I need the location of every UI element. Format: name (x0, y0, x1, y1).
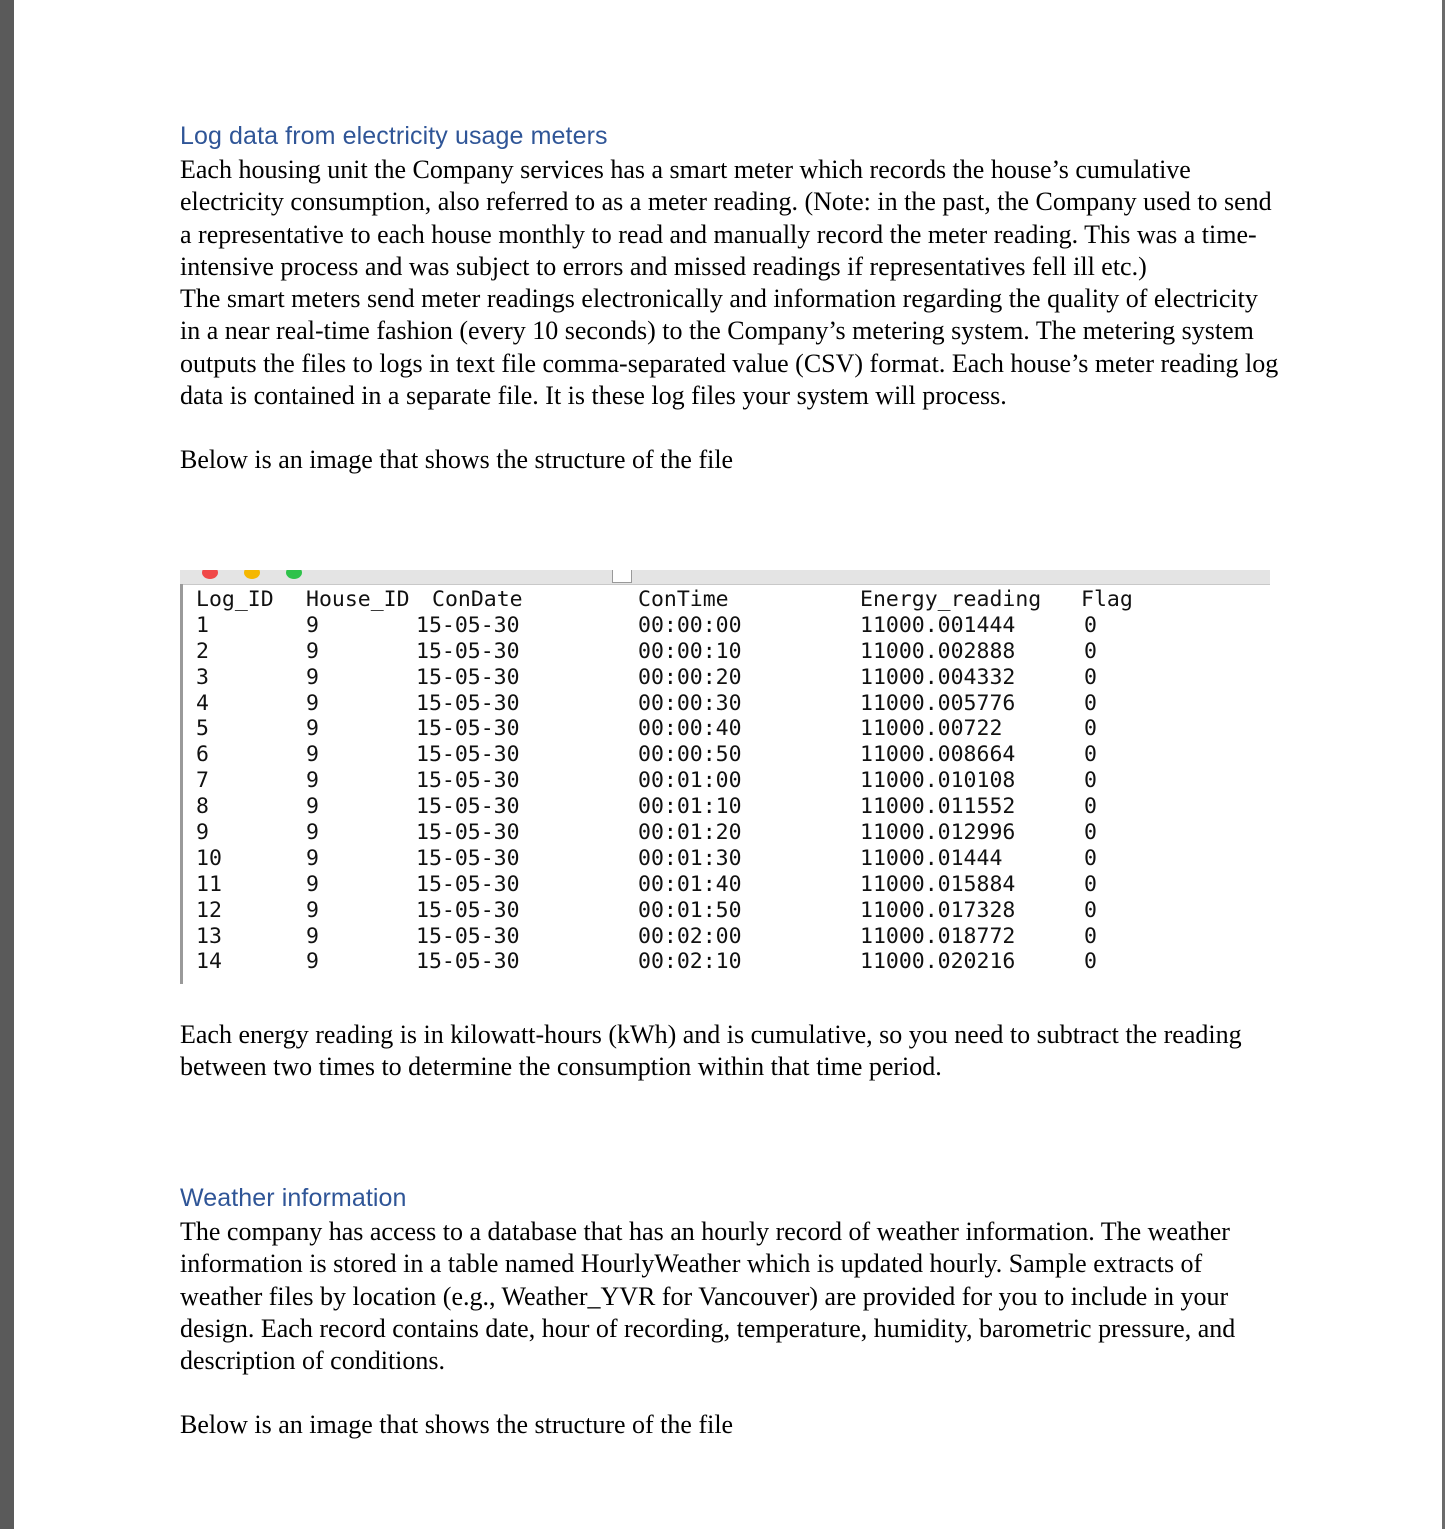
cell-con-time: 00:00:20 (638, 664, 742, 690)
cell-log-id: 13 (196, 923, 222, 949)
paragraph-energy-reading-note: Each energy reading is in kilowatt-hours (kWh) and is cumulative, so you need to subtract the reading between two times to determine the consumption within that time period. (180, 1020, 1242, 1082)
document-content-3 (180, 1180, 1280, 1442)
cell-energy-reading: 11000.01444 (860, 845, 1003, 871)
window-edge (180, 584, 183, 984)
column-header-flag: Flag (1081, 587, 1133, 612)
cell-con-date: 15-05-30 (416, 794, 520, 820)
cell-flag: 0 (1084, 638, 1097, 664)
cell-energy-reading: 11000.011552 (860, 794, 1016, 820)
cell-con-time: 00:01:50 (638, 897, 742, 923)
left-gutter (0, 0, 14, 1529)
cell-con-date: 15-05-30 (416, 690, 520, 716)
cell-con-time: 00:01:30 (638, 845, 742, 871)
cell-con-time: 00:02:00 (638, 923, 742, 949)
cell-energy-reading: 11000.005776 (860, 690, 1016, 716)
cell-log-id: 2 (196, 638, 209, 664)
cell-energy-reading: 11000.020216 (860, 949, 1016, 975)
cell-flag: 0 (1084, 612, 1097, 638)
cell-con-date: 15-05-30 (416, 897, 520, 923)
cell-log-id: 8 (196, 794, 209, 820)
window-title-bar (180, 570, 1270, 585)
cell-house-id: 9 (306, 768, 319, 794)
paragraph-weather-info: The company has access to a database that has an hourly record of weather information. The weather information is stored in a table named HourlyWeather which is updated hourly. Sample extracts of weather files by location (e.g., Weather_YVR for Vancouver) are provided for you to include in your design. Each record contains date, hour of recording, temperature, humidity, barometric pressure, and description of conditions. (180, 1217, 1236, 1376)
cell-log-id: 4 (196, 690, 209, 716)
cell-con-date: 15-05-30 (416, 871, 520, 897)
log-file-screenshot (180, 570, 1270, 984)
cell-con-time: 00:00:00 (638, 612, 742, 638)
section-heading-weather: Weather information (180, 1184, 407, 1212)
document-content-2 (180, 1019, 1280, 1084)
column-header-con-date: ConDate (432, 587, 523, 612)
cell-energy-reading: 11000.004332 (860, 664, 1016, 690)
cell-log-id: 3 (196, 664, 209, 690)
cell-con-date: 15-05-30 (416, 949, 520, 975)
cell-flag: 0 (1084, 664, 1097, 690)
column-header-house-id: House_ID (306, 587, 410, 612)
cell-energy-reading: 11000.012996 (860, 820, 1016, 846)
close-window-icon (202, 570, 218, 579)
column-header-energy-reading: Energy_reading (860, 587, 1042, 612)
cell-con-time: 00:00:30 (638, 690, 742, 716)
cell-energy-reading: 11000.017328 (860, 897, 1016, 923)
cell-log-id: 6 (196, 742, 209, 768)
cell-house-id: 9 (306, 871, 319, 897)
cell-con-time: 00:01:20 (638, 820, 742, 846)
cell-flag: 0 (1084, 820, 1097, 846)
cell-log-id: 9 (196, 820, 209, 846)
cell-flag: 0 (1084, 768, 1097, 794)
minimize-window-icon (244, 570, 260, 579)
cell-log-id: 7 (196, 768, 209, 794)
cell-house-id: 9 (306, 612, 319, 638)
document-icon (612, 570, 632, 583)
cell-con-time: 00:00:10 (638, 638, 742, 664)
cell-log-id: 5 (196, 716, 209, 742)
cell-con-date: 15-05-30 (416, 768, 520, 794)
paragraph-file-structure-caption: Below is an image that shows the structure of the file (180, 445, 734, 475)
cell-house-id: 9 (306, 742, 319, 768)
cell-flag: 0 (1084, 871, 1097, 897)
maximize-window-icon (286, 570, 302, 579)
document-content (180, 118, 1280, 477)
cell-house-id: 9 (306, 716, 319, 742)
cell-con-date: 15-05-30 (416, 742, 520, 768)
paragraph-smart-meter: Each housing unit the Company services has a smart meter which records the house’s cumulative electricity consumption, also referred to as a meter reading. (Note: in the past, the Company used to send a representative to each house monthly to read and manually record the meter reading. This was a time-intensive process and was subject to errors and missed readings if representatives fell ill etc.) (180, 155, 1272, 281)
cell-house-id: 9 (306, 638, 319, 664)
cell-flag: 0 (1084, 716, 1097, 742)
cell-flag: 0 (1084, 690, 1097, 716)
cell-flag: 0 (1084, 923, 1097, 949)
cell-flag: 0 (1084, 949, 1097, 975)
cell-house-id: 9 (306, 820, 319, 846)
cell-con-date: 15-05-30 (416, 612, 520, 638)
cell-con-date: 15-05-30 (416, 820, 520, 846)
cell-house-id: 9 (306, 794, 319, 820)
cell-house-id: 9 (306, 897, 319, 923)
cell-con-time: 00:02:10 (638, 949, 742, 975)
cell-energy-reading: 11000.002888 (860, 638, 1016, 664)
cell-house-id: 9 (306, 923, 319, 949)
cell-house-id: 9 (306, 845, 319, 871)
cell-flag: 0 (1084, 897, 1097, 923)
cell-flag: 0 (1084, 794, 1097, 820)
cell-con-time: 00:01:40 (638, 871, 742, 897)
cell-con-date: 15-05-30 (416, 664, 520, 690)
cell-energy-reading: 11000.008664 (860, 742, 1016, 768)
cell-con-date: 15-05-30 (416, 845, 520, 871)
cell-con-time: 00:01:00 (638, 768, 742, 794)
cell-energy-reading: 11000.00722 (860, 716, 1003, 742)
cell-con-date: 15-05-30 (416, 923, 520, 949)
column-header-log-id: Log_ID (196, 587, 274, 612)
cell-house-id: 9 (306, 690, 319, 716)
cell-house-id: 9 (306, 664, 319, 690)
cell-energy-reading: 11000.001444 (860, 612, 1016, 638)
cell-log-id: 10 (196, 845, 222, 871)
cell-con-date: 15-05-30 (416, 716, 520, 742)
paragraph-meter-readings: The smart meters send meter readings electronically and information regarding the quality of electricity in a near real-time fashion (every 10 seconds) to the Company’s metering system. The metering system outputs the files to logs in text file comma-separated value (CSV) format. Each house’s meter reading log data is contained in a separate file. It is these log files your system will process. (180, 284, 1279, 411)
cell-house-id: 9 (306, 949, 319, 975)
cell-log-id: 14 (196, 949, 222, 975)
cell-con-time: 00:00:50 (638, 742, 742, 768)
paragraph-weather-structure-caption: Below is an image that shows the structure of the file (180, 1410, 734, 1440)
cell-log-id: 1 (196, 612, 209, 638)
cell-con-time: 00:00:40 (638, 716, 742, 742)
cell-energy-reading: 11000.018772 (860, 923, 1016, 949)
cell-con-date: 15-05-30 (416, 638, 520, 664)
section-heading-log-data: Log data from electricity usage meters (180, 122, 608, 150)
column-header-con-time: ConTime (638, 587, 729, 612)
cell-flag: 0 (1084, 742, 1097, 768)
cell-energy-reading: 11000.015884 (860, 871, 1016, 897)
cell-log-id: 12 (196, 897, 222, 923)
cell-log-id: 11 (196, 871, 222, 897)
cell-energy-reading: 11000.010108 (860, 768, 1016, 794)
cell-flag: 0 (1084, 845, 1097, 871)
cell-con-time: 00:01:10 (638, 794, 742, 820)
